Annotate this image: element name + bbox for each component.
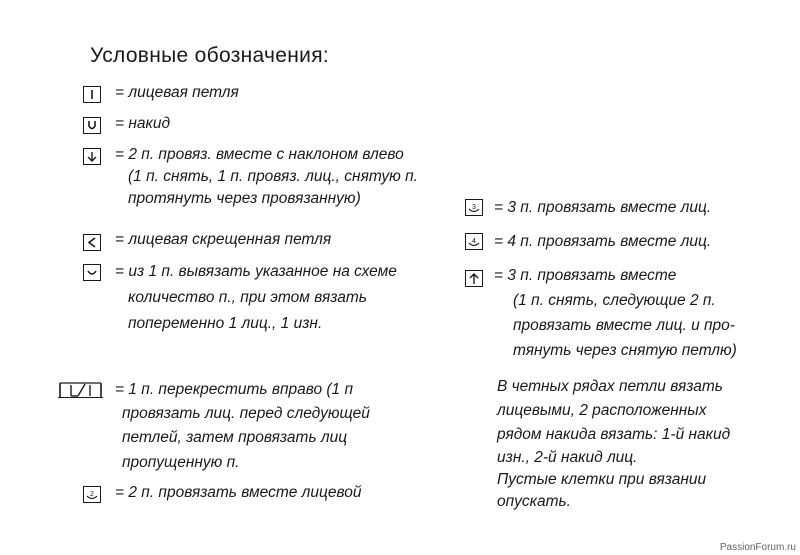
twisted-knit-icon (83, 234, 101, 251)
legend-left-5-line-3: пропущенную п. (122, 454, 240, 471)
legend-left-5-line-2: петлей, затем провязать лиц (122, 429, 348, 446)
legend-left-4-line-1: количество п., при этом вязать (128, 289, 367, 306)
note-line-3: изн., 2-й накид лиц. (497, 449, 638, 466)
k2tog-left-icon (83, 148, 101, 165)
legend-title: Условные обозначения: (90, 44, 330, 67)
note-line-1: лицевыми, 2 расположенных (497, 402, 707, 419)
legend-left-1-line-0: = накид (115, 115, 171, 132)
k3tog-icon (465, 199, 483, 216)
legend-left-6-line-0: = 2 п. провязать вместе лицевой (115, 484, 362, 501)
legend-left-5-line-0: = 1 п. перекрестить вправо (1 п (115, 381, 354, 398)
k2tog-icon (83, 486, 101, 503)
note-line-4: Пустые клетки при вязании (497, 471, 707, 488)
svg-text:3: 3 (472, 204, 476, 211)
increase-icon (83, 264, 101, 281)
legend-left-3-line-0: = лицевая скрещенная петля (115, 231, 332, 248)
legend-left-4-line-2: попеременно 1 лиц., 1 изн. (128, 315, 323, 332)
legend-left-4-line-0: = из 1 п. вывязать указанное на схеме (115, 263, 397, 280)
legend-right-1-line-0: = 4 п. провязать вместе лиц. (494, 233, 712, 250)
legend-left-2-line-0: = 2 п. провяз. вместе с наклоном влево (115, 146, 404, 163)
site-watermark: PassionForum.ru (719, 542, 796, 553)
knit-stitch-icon (83, 86, 101, 103)
legend-right-2-line-0: = 3 п. провязать вместе (494, 267, 677, 284)
note-line-0: В четных рядах петли вязать (497, 378, 723, 395)
legend-right-0-line-0: = 3 п. провязать вместе лиц. (494, 199, 712, 216)
note-line-2: рядом накида вязать: 1-й накид (497, 426, 731, 443)
legend-right-2-line-2: провязать вместе лиц. и про- (513, 317, 735, 334)
yarn-over-icon (83, 117, 101, 134)
legend-left-2-line-1: (1 п. снять, 1 п. провяз. лиц., снятую п. (128, 168, 418, 185)
k4tog-icon (465, 233, 483, 250)
sk2p-icon (465, 270, 483, 287)
cross-right-icon (58, 381, 103, 398)
legend-left-5-line-1: провязать лиц. перед следующей (122, 405, 370, 422)
legend-left-2-line-2: протянуть через провязанную) (128, 190, 361, 207)
note-line-5: опускать. (497, 493, 571, 510)
legend-right-2-line-3: тянуть через снятую петлю) (513, 342, 737, 359)
legend-left-0-line-0: = лицевая петля (115, 84, 239, 101)
legend-right-2-line-1: (1 п. снять, следующие 2 п. (513, 292, 716, 309)
svg-text:4: 4 (472, 238, 476, 245)
svg-text:2: 2 (90, 491, 94, 498)
